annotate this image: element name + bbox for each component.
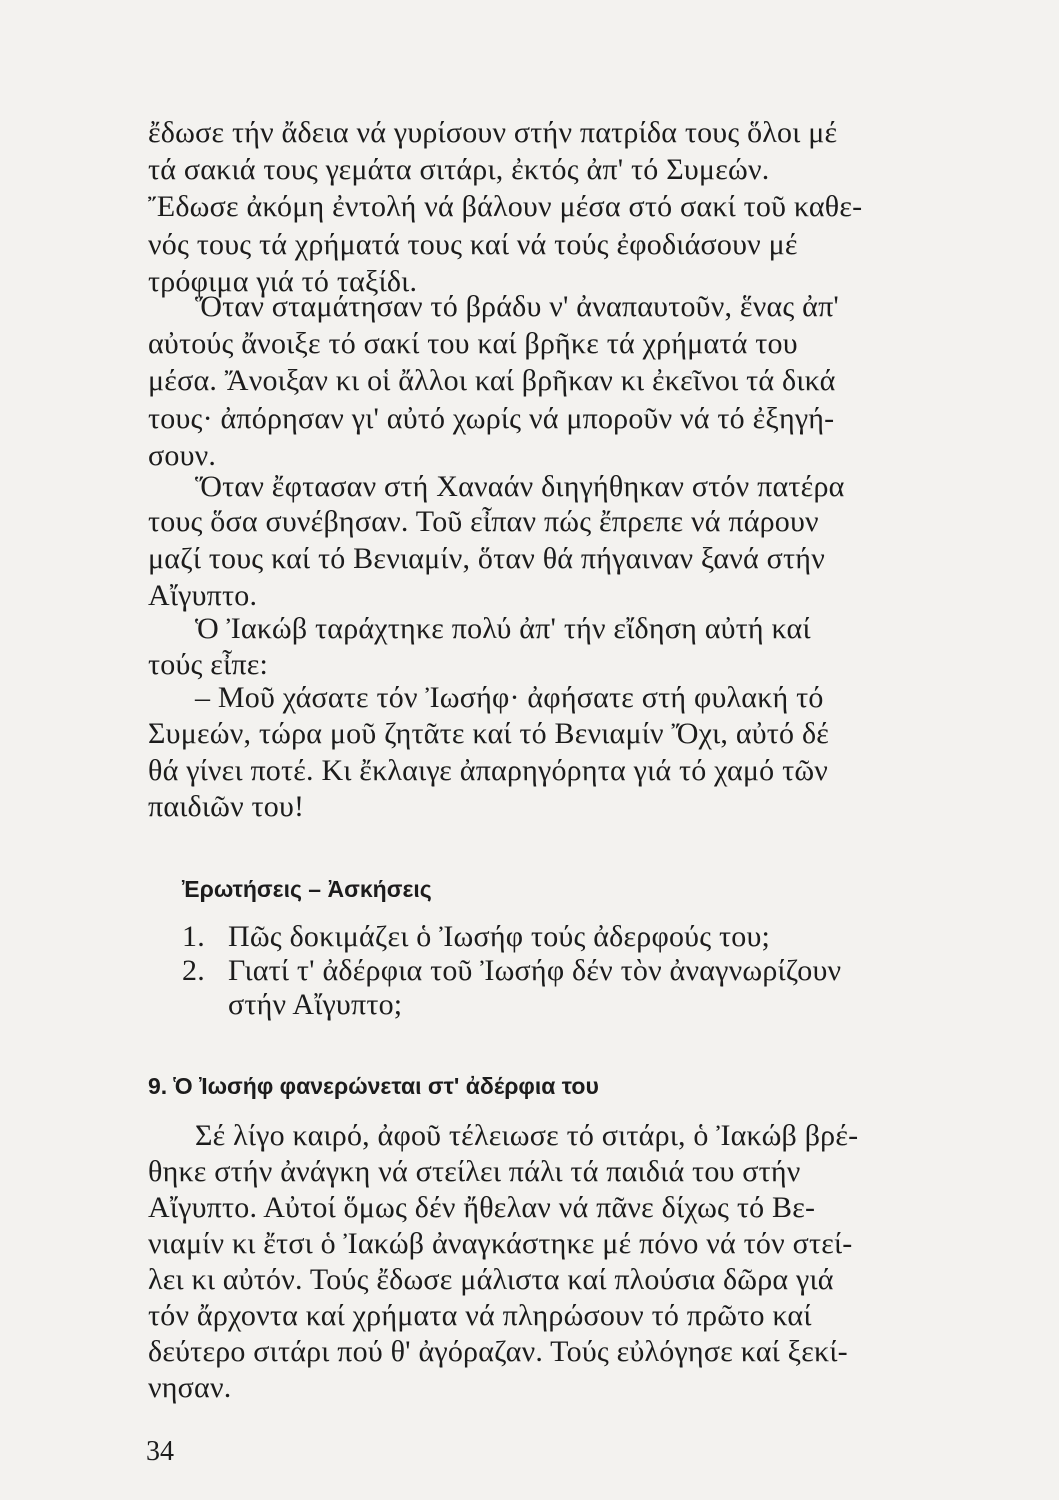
- story-line: νός τους τά χρήματά τους καί νά τούς ἐφοδιάσουν μέ: [148, 228, 798, 261]
- story-line: Συμεών, τώρα μοῦ ζητᾶτε καί τό Βενιαμίν Ὄχι, αὐτό δέ: [148, 717, 830, 750]
- story-line: μαζί τους καί τό Βενιαμίν, ὅταν θά πήγαιναν ξανά στήν: [148, 542, 825, 575]
- story-line: Αἴγυπτο.: [148, 579, 258, 612]
- story-line: Ὁ Ἰακώβ ταράχτηκε πολύ ἀπ' τήν εἴδηση αὐτή καί: [195, 612, 811, 645]
- story-line: αὐτούς ἄνοιξε τό σακί του καί βρῆκε τά χρήματά του: [148, 327, 798, 360]
- exercise-number: 1.: [182, 920, 205, 953]
- story-line: – Μοῦ χάσατε τόν Ἰωσήφ· ἀφήσατε στή φυλακή τό: [195, 681, 824, 714]
- story-line: τρόφιμα γιά τό ταξίδι.: [148, 265, 418, 298]
- section-line: νιαμίν κι ἔτσι ὁ Ἰακώβ ἀναγκάστηκε μέ πόνο νά τόν στεί-: [148, 1227, 853, 1260]
- exercise-question: στήν Αἴγυπτο;: [228, 988, 403, 1021]
- exercises-heading: Ἐρωτήσεις – Ἀσκήσεις: [182, 876, 432, 902]
- story-line: τά σακιά τους γεμάτα σιτάρι, ἐκτός ἀπ' τό Συμεών.: [148, 153, 770, 186]
- story-line: σουν.: [148, 439, 217, 472]
- story-line: μέσα. Ἄνοιξαν κι οἱ ἄλλοι καί βρῆκαν κι ἐκεῖνοι τά δικά: [148, 364, 836, 397]
- story-line: Ὅταν ἔφτασαν στή Χαναάν διηγήθηκαν στόν πατέρα: [195, 470, 845, 503]
- story-line: παιδιῶν του!: [148, 790, 305, 823]
- page-number: 34: [146, 1436, 174, 1467]
- section-line: λει κι αὐτόν. Τούς ἔδωσε μάλιστα καί πλούσια δῶρα γιά: [148, 1263, 834, 1296]
- section-heading: 9. Ὁ Ἰωσήφ φανερώνεται στ' ἀδέρφια του: [148, 1073, 599, 1099]
- story-line: τους ὅσα συνέβησαν. Τοῦ εἶπαν πώς ἔπρεπε νά πάρουν: [148, 505, 819, 538]
- story-line: τούς εἶπε:: [148, 648, 269, 681]
- section-line: τόν ἄρχοντα καί χρήματα νά πληρώσουν τό πρῶτο καί: [148, 1299, 812, 1332]
- exercise-question: Γιατί τ' ἀδέρφια τοῦ Ἰωσήφ δέν τὸν ἀναγνωρίζουν: [228, 954, 842, 987]
- section-line: δεύτερο σιτάρι πού θ' ἀγόραζαν. Τούς εὐλόγησε καί ξεκί-: [148, 1335, 848, 1368]
- exercise-question: Πῶς δοκιμάζει ὁ Ἰωσήφ τούς ἀδερφούς του;: [228, 920, 771, 953]
- story-line: θά γίνει ποτέ. Κι ἔκλαιγε ἀπαρηγόρητα γιά τό χαμό τῶν: [148, 754, 829, 787]
- section-line: θηκε στήν ἀνάγκη νά στείλει πάλι τά παιδιά του στήν: [148, 1155, 801, 1188]
- story-line: Ὅταν σταμάτησαν τό βράδυ ν' ἀναπαυτοῦν, ἕνας ἀπ': [195, 290, 840, 323]
- story-line: Ἔδωσε ἀκόμη ἐντολή νά βάλουν μέσα στό σακί τοῦ καθε-: [148, 190, 863, 223]
- story-line: ἔδωσε τήν ἄδεια νά γυρίσουν στήν πατρίδα τους ὅλοι μέ: [148, 116, 838, 149]
- story-line: τους· ἀπόρησαν γι' αὐτό χωρίς νά μποροῦν νά τό ἐξηγή-: [148, 402, 835, 435]
- section-line: Σέ λίγο καιρό, ἀφοῦ τέλειωσε τό σιτάρι, ὁ Ἰακώβ βρέ-: [195, 1119, 859, 1152]
- section-line: Αἴγυπτο. Αὐτοί ὅμως δέν ἤθελαν νά πᾶνε δίχως τό Βε-: [148, 1191, 816, 1224]
- exercise-number: 2.: [182, 954, 205, 987]
- section-line: νησαν.: [148, 1371, 232, 1404]
